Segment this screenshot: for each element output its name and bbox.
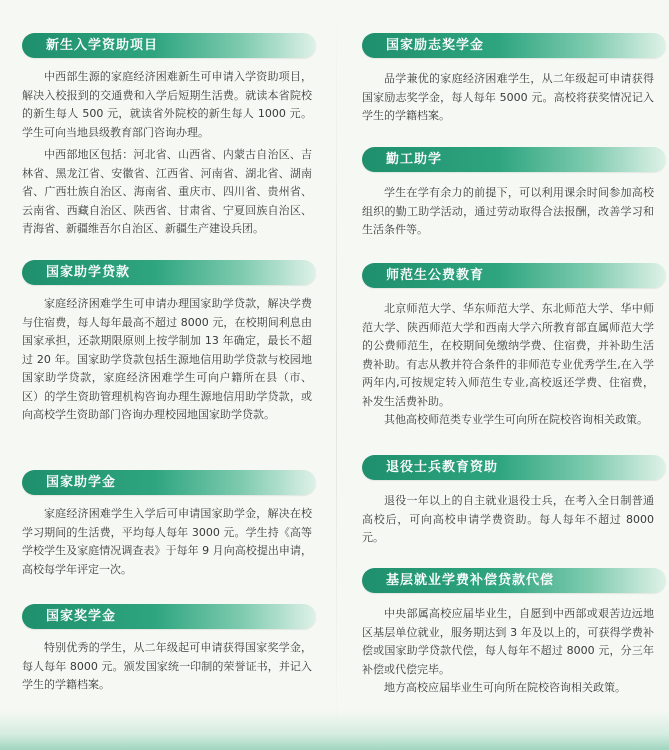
section-title-banner: 新生入学资助项目: [22, 33, 316, 58]
section-title-banner: 国家助学金: [22, 470, 316, 495]
section-body: [362, 492, 654, 548]
section-title-banner: 勤工助学: [362, 147, 666, 172]
section-title-banner: 国家奖学金: [22, 604, 316, 629]
column-divider: [336, 0, 337, 750]
paragraph: 中西部生源的家庭经济困难新生可申请入学资助项目，解决入校报到的交通费和入学后短期生活费。就读本省院校的新生每人 500 元，就读省外院校的新生每人 1000 元。学生可向当地县级教育部门咨询办理。: [22, 70, 312, 139]
paragraph: 中西部地区包括：河北省、山西省、内蒙古自治区、吉林省、黑龙江省、安徽省、江西省、河南省、湖北省、湖南省、广西壮族自治区、海南省、重庆市、四川省、贵州省、云南省、西藏自治区、陕西省、甘肃省、宁夏回族自治区、青海省、新疆维吾尔自治区、新疆生产建设兵团。: [22, 148, 312, 235]
section-work-study: [362, 147, 662, 240]
paragraph: 品学兼优的家庭经济困难学生，从二年级起可申请获得国家励志奖学金，每人每年 5000 元。高校将获奖情况记入学生的学籍档案。: [362, 72, 654, 122]
section-body: [22, 295, 312, 425]
paragraph: 中央部属高校应届毕业生，自愿到中西部或艰苦边远地区基层单位就业，服务期达到 3 年及以上的，可获得学费补偿或国家助学贷款代偿，每人每年不超过 8000 元，分三年补偿或代偿完毕。: [362, 607, 654, 676]
section-new-student-aid: [22, 33, 322, 239]
section-title-banner: 国家助学贷款: [22, 260, 316, 285]
section-title-banner: 退役士兵教育资助: [362, 455, 666, 480]
paragraph: 特别优秀的学生，从二年级起可申请获得国家奖学金，每人每年 8000 元。颁发国家统一印制的荣誉证书，并记入学生的学籍档案。: [22, 641, 312, 691]
paragraph: 其他高校师范类专业学生可向所在院校咨询相关政策。: [384, 413, 648, 426]
section-veteran-education-aid: [362, 455, 662, 548]
section-body: [22, 505, 312, 579]
paragraph: 退役一年以上的自主就业退役士兵，在考入全日制普通高校后，可向高校申请学费资助。每人每年不超过 8000 元。: [362, 494, 654, 544]
section-body: [22, 639, 312, 695]
section-inspirational-scholarship: [362, 33, 662, 126]
paragraph: 家庭经济困难学生入学后可申请国家助学金，解决在校学习期间的生活费，平均每人每年 3000 元。学生持《高等学校学生及家庭情况调查表》于每年 9 月向高校提出申请，高校每学年评定一次。: [22, 507, 312, 576]
section-body: [362, 605, 654, 698]
paragraph: 家庭经济困难学生可申请办理国家助学贷款，解决学费与住宿费，每人每年最高不超过 8000 元，在校期间利息由国家承担，还款期限原则上按学制加 13 年确定，最长不超过 20 年。国家助学贷款包括生源地信用助学贷款与校园地国家助学贷款，家庭经济困难学生可向户籍所在县（市、区）的学生资助管理机构咨询办理生源地信用助学贷款，或向高校学生资助部门咨询办理校园地国家助学贷款。: [22, 297, 312, 421]
decorative-bottom-wave: [0, 710, 669, 750]
section-normal-student-education: [362, 263, 662, 430]
paragraph: 北京师范大学、华东师范大学、东北师范大学、华中师范大学、陕西师范大学和西南大学六所教育部直属师范大学的公费师范生，在校期间免缴纳学费、住宿费，并补助生活费补助。有志从教并符合条件的非师范专业优秀学生,在入学两年内,可按规定转入师范生专业,高校返还学费、住宿费，补发生活费补助。: [362, 302, 654, 408]
section-national-student-loan: [22, 260, 322, 425]
section-body: [22, 68, 312, 239]
section-title-banner: 国家励志奖学金: [362, 33, 666, 58]
paragraph: 学生在学有余力的前提下，可以利用课余时间参加高校组织的勤工助学活动，通过劳动取得合法报酬，改善学习和生活条件等。: [362, 186, 654, 236]
section-title-banner: 基层就业学费补偿贷款代偿: [362, 568, 666, 593]
section-body: [362, 184, 654, 240]
section-grassroots-employment-compensation: [362, 568, 662, 698]
section-body: [362, 70, 654, 126]
section-national-scholarship: [22, 604, 322, 695]
section-national-grant: [22, 470, 322, 579]
section-title-banner: 师范生公费教育: [362, 263, 666, 288]
section-body: [362, 300, 654, 430]
paragraph: 地方高校应届毕业生可向所在院校咨询相关政策。: [384, 681, 626, 694]
